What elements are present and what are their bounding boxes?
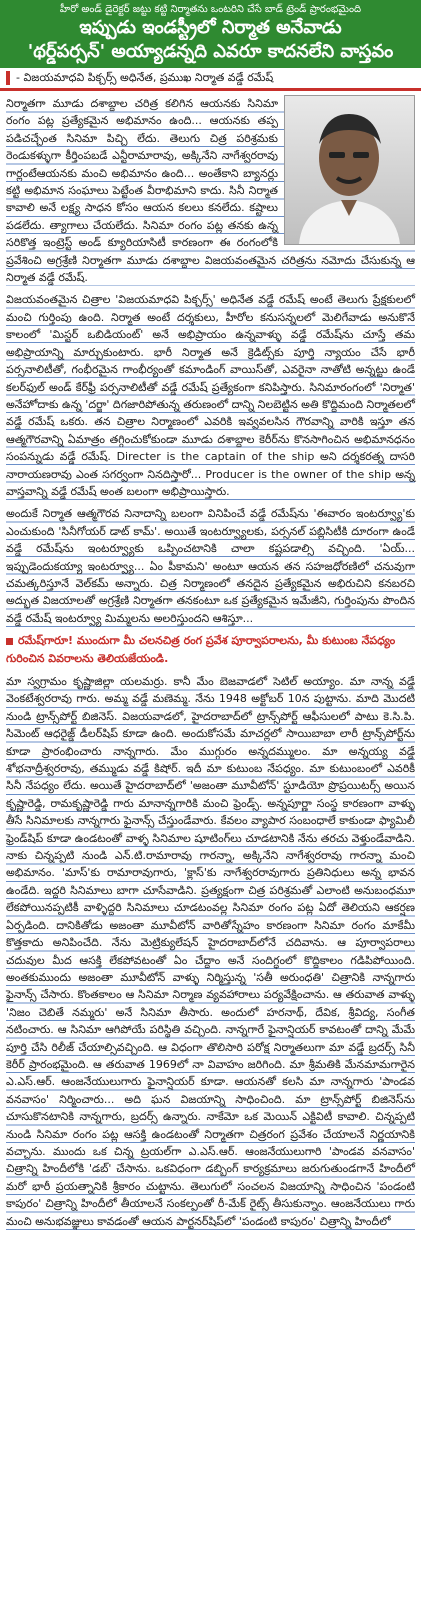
interview-answer: మా స్వగ్రామం కృష్ణాజిల్లా యలమర్రు. కానీ మేం బెజవాడలో సెటిల్ అయ్యాం. మా నాన్న వడ్డే వెంకటేశ్వరరావు గారు. అమ్మ వడ్డే మణెమ్మ. నేను 1948 అక్టోబర్ 10న పుట్టాను. మాది మొదటి నుండి ట్రాన్స్‌పోర్ట్ బిజినెస్. విజయవాడలో, హైదరాబాద్‌లో ట్రాన్స్‌పోర్ట్ ఆఫీసులలో పాటు కె.సి.పి. సిమెంట్ ఆధరైజ్డ్ డీలర్‌షిప్ కూడా ఉంది. అందుకోసమే మాచర్లలో సాయిబాబా లారీ ట్రాన్స్‌పోర్ట్‌ను కూడా ప్రారంభించారు నాన్నగారు. మేం ముగ్గురం అన్నదమ్ములం. మా అన్నయ్య వడ్డే శోభనాద్రీశ్వరరావు, తమ్ముడు వడ్డే కిషోర్. ఇదీ మా కుటుంబ నేపధ్యం. మా కుటుంబంలో ఎవరికీ సినీ నేపధ్యం లేదు. అయితే హైదరాబాద్‌లో 'అజంతా మూవీటోన్' స్టూడియో ప్రొప్రయిటర్స్ అయిన కృష్ణారెడ్డి, రామకృష్ణారెడ్డి గారు మానాన్నగారికి మంచి ఫ్రెండ్స్. అన్నపూర్ణా సంస్థ కారణంగా వాళ్ళు తీసే సినిమాలకు నాన్నగారు ఫైనాన్స్ చేస్తుండేవారు. కేవలం వ్యాపార సంబంధాలే కాకుండా ఫ్యామిలీ ఫ్రెండ్‌షిప్ కూడా ఉండటంతో వాళ్ళ సినిమాల షూటింగ్‌లు చూడటానికి నేను తరచు వెళ్తుండేవాడిని. నాకు చిన్నప్పటి నుండి ఎన్.టి.రామారావు గారన్నా, అక్కినేని నాగేశ్వరరావు గారన్నా మంచి అభిమానం. 'మాస్'కు రామారావుగారు, 'క్లాస్'కు నాగేశ్వరరావుగారు ప్రతినిధులు అన్న భావన ఉండేది. ఇద్దరి సినిమాలు బాగా చూసేవాడిని. ప్రత్యక్షంగా చిత్ర పరిశ్రమతో ఎలాంటి అనుబంధమూ లేకపోయినప్పటికీ వాళ్ళిద్దరి సినిమాలు చూడటంవల్ల సినిమా రంగం పట్ల ఏదో తెలియని ఆకర్షణ ఏర్పడింది. దానికితోడు అజంతా మూవీటోన్ వారితోస్నేహం కారణంగా సినిమా రంగం మాకేమీ కొత్తకాదు అనిపించేది. నేను మెట్రిక్యులేషన్ హైదరాబాద్‌లోనే చదివాను. ఆ పూర్వాపరాలు చదువుల మీద ఆసక్తి లేకపోవటంతో ఏం చేద్దాం అనే సందిగ్ధంలో కొద్దికాలం గడిపిపోయింది. అంతకుముందు అజంతా మూవీటోన్ వాళ్ళు నిర్మిస్తున్న 'సతీ అరుంధతి' చిత్రానికి నాన్నగారు ఫైనాన్స్ చేసారు. కొంతకాలం ఆ సినిమా నిర్మాణ వ్యవహారాలు పర్యవేక్షించాను. ఆ తరువాత వాళ్ళు 'నిజం చెబితే నమ్మరు' అనే సినిమా తీసారు. అందులో హరనాథ్, దేవిక, శ్రీవిద్య, సంగీత నటించారు. ఆ సినిమా ఆగిపోయే పరిస్థితి వచ్చింది. నాన్నగారే ఫైనాన్షియర్ కావటంతో దాన్ని మేమే పూర్తి చేసి రిలీజ్ చేయాల్సివచ్చింది. ఆ విధంగా తొలిసారి పరోక్ష నిర్మాతలుగా మా వడ్డే బ్రదర్స్ సినీ కెరీర్ ప్రారంభమైంది. ఆ తరువాత 1969లో నా వివాహం జరిగింది. మా శ్రీమతికి మేనమామగారైన ఎ.ఎస్.ఆర్. ఆంజనేయులుగారు ఫైనాన్షియర్ కూడా. ఆయనతో కలసి మా నాన్నగారు 'పాండవ వనవాసం' నిర్మించారు... అది ఘన విజయాన్ని సాధించింది. మా ట్రాన్స్‌పోర్ట్ బిజినెస్‌ను చూసుకొనటానికి నాన్నగారు, బ్రదర్స్ ఉన్నారు. నాకేమో ఒక మెయిన్ ఎక్టివిటీ కావాలి. చిన్నప్పటి నుండి సినిమా రంగం పట్ల ఆసక్తి ఉండటంతో నిర్మాతగా చిత్రరంగ ప్రవేశం చేయాలనే నిర్ణయానికి వచ్చాను. ముందు ఒక చిన్న ట్రయల్‌గా ఎ.ఎస్.ఆర్. ఆంజనేయులుగారి 'పాండవ వనవాసం' చిత్రాన్ని హిందీలోకి 'డబ్' చేసాను. ఒకవిధంగా డబ్బింగ్ కార్యక్రమాలు జరుగుతుండగానే హిందీలో మరో భారీ ప్రయత్నానికి శ్రీకారం చుట్టాను. తెలుగులో సంచలన విజయాన్ని సాధించిన 'పండంటి కాపురం' చిత్రాన్ని హిందీలో తీయాలనే సంకల్పంతో రీ-మేక్ రైట్స్ తీసుకున్నాం. ఆంజనేయులు గారు మంచి అనుభవజ్ఞులు కావడంతో ఆయన పార్టనర్‌షిప్‌లో 'పండంటి కాపురం' చిత్రాన్ని హిందీలో: [6, 673, 415, 1230]
interview-question: [6, 632, 415, 667]
byline: [0, 68, 421, 91]
headline-main: ఇప్పుడు ఇండస్ట్రీలో నిర్మాత అనేవాడు: [79, 17, 342, 38]
paragraph-intro: నిర్మాతగా మూడు దశాబ్దాల చరిత్ర కలిగిన ఆయనకు సినిమా రంగం పట్ల ప్రత్యేకమైన అభిమానం ఉంది... ఆయనకు తప్ప పడిచచ్చేంత సినిమా పిచ్చి లేదు. తెలుగు చిత్ర పరిశ్రమకు రెండుకళ్ళుగా కీర్తింపబడే ఎన్టీరామారావు, అక్కినేని నాగేశ్వరరావు గార్లంటేఆయనకు మంచి అభిమానం ఉంది... అంతేకాని బ్యానర్లు కట్టి అభిమాన సంఘాలు పెట్టేంత వీరాభిమాని కాదు. సినీ నిర్మాత కావాలి అనే లక్ష్య సాధన కోసం ఆయన కలలు కనలేదు. కష్టాలు పడలేదు. త్యాగాలు చేయలేదు. సినిమా రంగం పట్ల తనకు ఉన్న సరికొత్త ఇంట్రెస్ట్ అండ్ క్యూరియాసిటీ కారణంగా ఈ రంగంలోకి ప్రవేశించి అగ్రశ్రేణి నిర్మాతగా మూడు దశాబ్దాల విజయవంతమైన చరిత్రను నమోదు చేసుకున్న ఆ నిర్మాత వడ్డే రమేష్.: [6, 95, 415, 286]
question-text: రమేష్‌గారూ! ముందుగా మీ చలనచిత్ర రంగ ప్రవేశ పూర్వాపరాలను, మీ కుటుంబ నేపధ్యం గురించిన వివరాలను తెలియజేయండి.: [6, 634, 396, 665]
byline-text: - విజయమాధవి పిక్చర్స్ అధినేత, ప్రముఖ నిర్మాత వడ్డే రమేష్: [16, 71, 274, 84]
question-bullet-icon: [6, 638, 13, 645]
headline-banner: [0, 0, 421, 68]
byline-marker: [6, 71, 10, 85]
paragraph-profile: విజయవంతమైన చిత్రాల 'విజయమాధవి పిక్చర్స్' అధినేత వడ్డే రమేష్ అంటే తెలుగు ప్రేక్షకులలో మంచి గుర్తింపు ఉంది. నిర్మాత అంటే దర్శకులు, హీరోల కనుసన్నలలో మెలిగేవాడు అనుకొనే కాలంలో 'మిస్టర్ ఒబిడియంట్' అనే అభిప్రాయం ఉన్నవాళ్ళు వడ్డే రమేష్‌ను చూస్తే తమ అభిప్రాయాన్ని మార్చుకుంటారు. భారీ నిర్మాత అనే క్రెడిట్స్‌కు పూర్తి న్యాయం చేసే భారీ పర్సనాలిటీతో, గంభీరమైన గాంభీర్యంతో కమాండింగ్ వాయిస్‌తో, ఎవరైనా నాతోటి అన్నట్టు ఉండే కలర్‌ఫుల్ అండ్ కేర్‌ఫ్రీ పర్సనాలిటీతో వడ్డే రమేష్ ప్రత్యేకంగా కనిపిస్తారు. సినిమారంగంలో 'నిర్మాత' అనేహోదాకు ఉన్న 'దర్జా' దిగజారిపోతున్న తరుణంలో దాన్ని నిలబెట్టిన అతి కొద్దిమంది నిర్మాతలలో వడ్డే రమేష్ ఒకరు. తన చిత్రాల నిర్మాణంలో ఎవరికి ఇవ్వవలసిన గౌరవాన్ని వారికి ఇస్తూ తన ఆత్మగౌరవాన్ని ఏమాత్రం తగ్గించుకోకుండా మూడు దశాబ్దాల కెరీర్‌ను కొనసాగించిన అభిమానధనం సంపన్నుడు వడ్డే రమేష్. Directer is the captain of the ship అని దర్శకరత్న దాసరి నారాయణరావు ఎంత సగర్వంగా నినదిస్తారో... Producer is the owner of the ship అన్న వాస్తవాన్ని వడ్డే రమేష్ అంత బలంగా అభిప్రాయిస్తారు.: [6, 291, 415, 500]
person-portrait-image: [285, 96, 414, 244]
author-photo: [284, 95, 415, 245]
article-body: [0, 91, 421, 1230]
paragraph-lead-in: అందుకే నిర్మాత ఆత్మగౌరవ నినాదాన్ని బలంగా వినిపించే వడ్డే రమేష్‌ను 'ఈవారం ఇంటర్వ్యూ'కు ఎంచుకుంది 'సినీగోయర్ డాట్ కామ్'. అయితే ఇంటర్వ్యూలకు, పర్సనల్ పబ్లిసిటీకి దూరంగా ఉండే వడ్డే రమేష్‌ను ఇంటర్వ్యూకు ఒప్పించటానికి చాలా కష్టపడాల్సి వచ్చింది. 'ఏయ్... ఇప్పుడెందుకయ్యా ఇంటర్వ్యూ... ఏం పీకామని' అంటూ ఆయన తన సహజధోరణిలో చనువుగా చమత్కరిస్తూనే వెల్‌కమ్ అన్నారు. చిత్ర నిర్మాణంలో తనదైన ప్రత్యేకమైన అభిరుచిని కనబరచి అద్భుత విజయాలతో అగ్రశ్రేణి నిర్మాతగా తనకంటూ ఒక ప్రత్యేకమైన ఇమేజీని, గుర్తింపును పొందిన వడ్డే రమేష్ ఇంటర్వ్యూ మిమ్మలను అలరిస్తుందని ఆశిస్తూ...: [6, 505, 415, 627]
headline-sub: 'థర్డ్‌పర్సన్' అయ్యాడన్నది ఎవరూ కాదనలేని వాస్తవం: [27, 41, 394, 62]
headline-kicker: హీరో అండ్ డైరెక్టర్ జట్టు కట్టి నిర్మాతను ఒంటరిని చేసే బాడ్ ట్రెండ్ ప్రారంభమైంది: [59, 4, 362, 15]
